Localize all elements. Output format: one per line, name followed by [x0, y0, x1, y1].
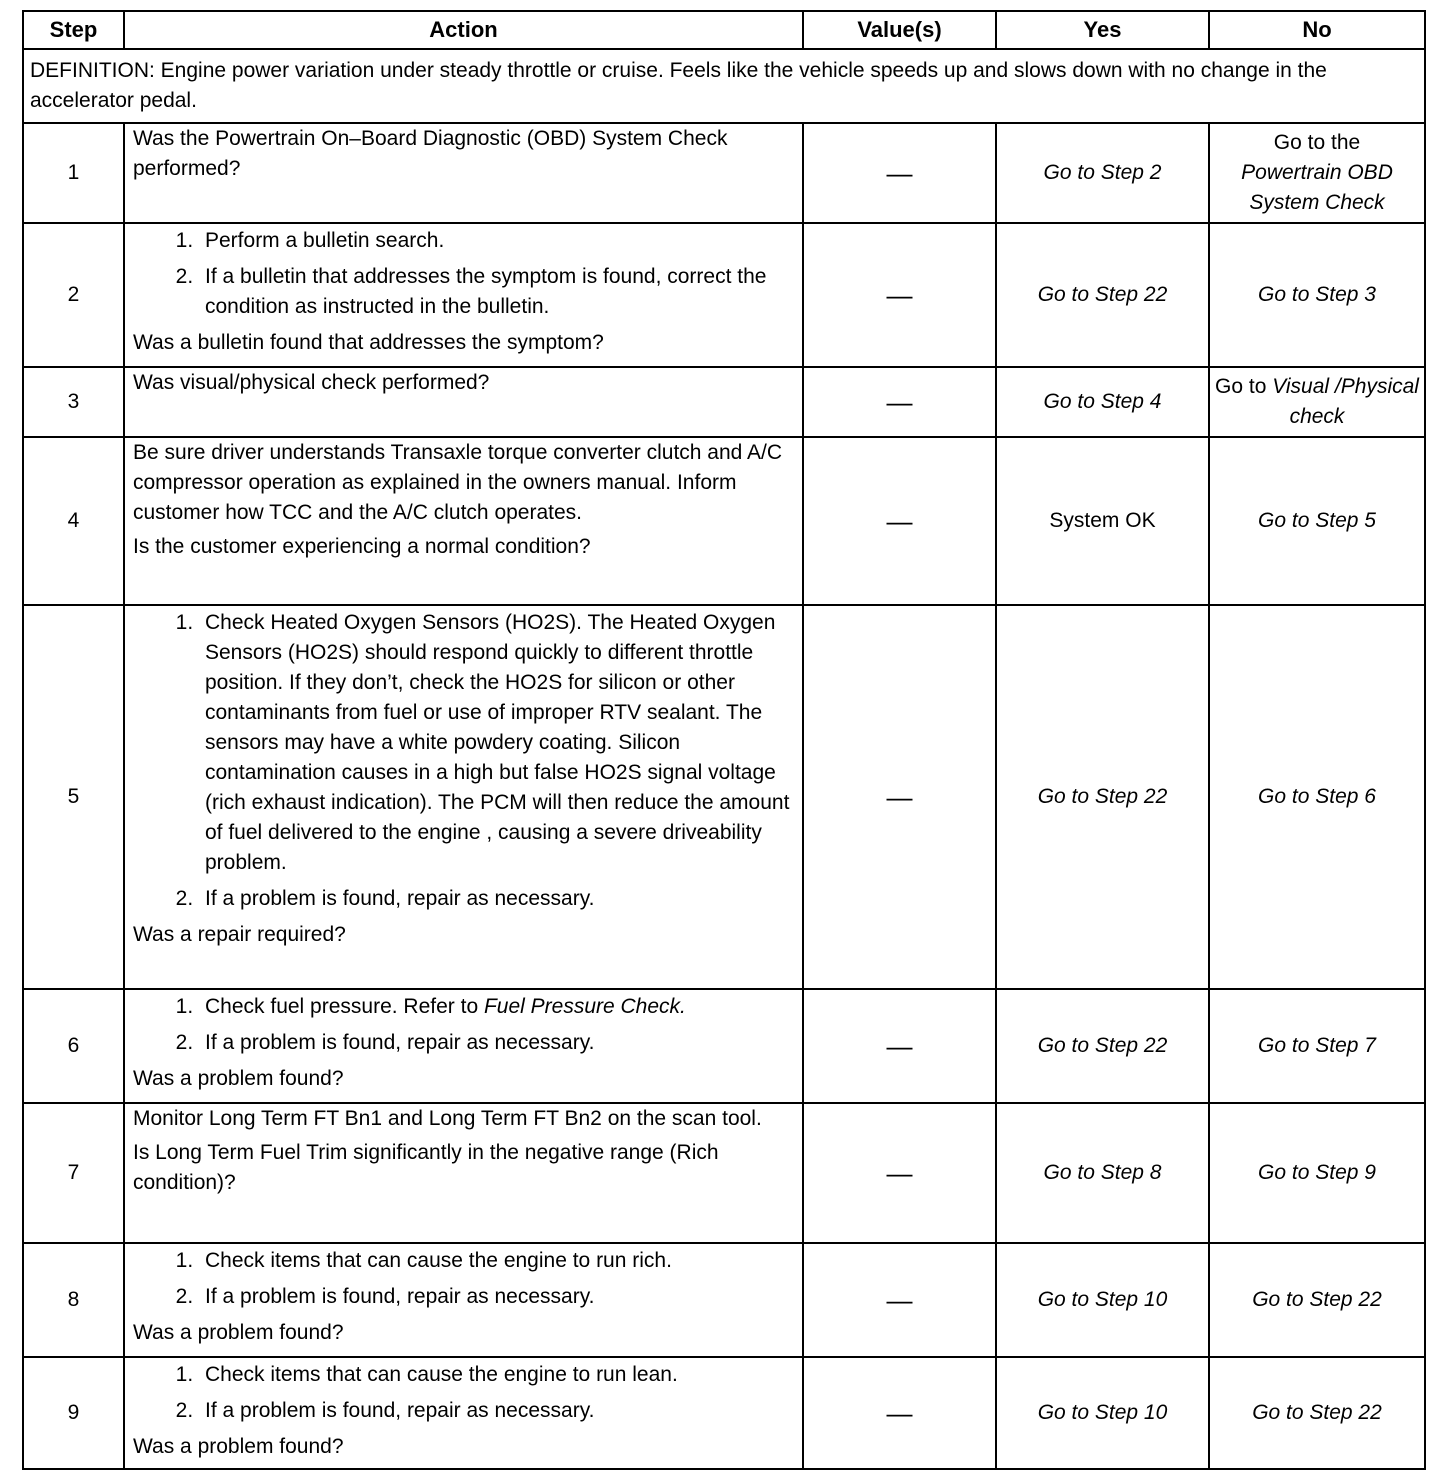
table-row — [23, 367, 1425, 437]
yes-cell: Go to Step 22 — [996, 223, 1209, 367]
yes-cell: Go to Step 2 — [996, 123, 1209, 223]
table-row — [23, 1357, 1425, 1469]
no-cell: Go to Step 7 — [1209, 989, 1425, 1103]
step-number: 7 — [23, 1103, 124, 1243]
table-row — [23, 989, 1425, 1103]
table-row — [23, 1243, 1425, 1357]
action-cell — [124, 123, 803, 223]
action-item: 1. Check items that can cause the engine to run rich. — [199, 1246, 796, 1276]
action-question: Was a problem found? — [133, 1067, 344, 1090]
definition-text: DEFINITION: Engine power variation under steady throttle or cruise. Feels like the vehicle speeds up and slows down with no change in the accelerator pedal. — [23, 49, 1425, 123]
action-item-text: Check fuel pressure. Refer to — [205, 995, 479, 1018]
action-item: 2. If a bulletin that addresses the symptom is found, correct the condition as instructed in the bulletin. — [199, 262, 796, 322]
action-question: Is Long Term Fuel Trim significantly in the negative range (Rich condition)? — [133, 1141, 719, 1194]
action-cell — [124, 1103, 803, 1243]
action-question: Was a repair required? — [133, 923, 346, 946]
no-cell: Go to Step 3 — [1209, 223, 1425, 367]
action-cell — [124, 989, 803, 1103]
action-question: Was visual/physical check performed? — [133, 371, 490, 394]
header-values: Value(s) — [803, 11, 996, 49]
header-step: Step — [23, 11, 124, 49]
header-yes: Yes — [996, 11, 1209, 49]
table-row — [23, 223, 1425, 367]
definition-row — [23, 49, 1425, 123]
value-cell: — — [803, 1103, 996, 1243]
action-question: Was a problem found? — [133, 1435, 344, 1458]
table-row — [23, 437, 1425, 605]
yes-cell: Go to Step 10 — [996, 1357, 1209, 1469]
value-cell: — — [803, 1243, 996, 1357]
header-action: Action — [124, 11, 803, 49]
action-item: 1. Check items that can cause the engine to run lean. — [199, 1360, 796, 1390]
value-cell: — — [803, 437, 996, 605]
action-item: 1. Perform a bulletin search. — [199, 226, 796, 256]
step-number: 5 — [23, 605, 124, 989]
action-cell — [124, 605, 803, 989]
diagnostic-table — [22, 10, 1426, 1470]
action-text: Monitor Long Term FT Bn1 and Long Term FT Bn2 on the scan tool. — [133, 1107, 762, 1130]
value-cell: — — [803, 367, 996, 437]
yes-cell: Go to Step 8 — [996, 1103, 1209, 1243]
value-cell: — — [803, 223, 996, 367]
yes-cell: Go to Step 4 — [996, 367, 1209, 437]
action-question: Was the Powertrain On–Board Diagnostic (OBD) System Check performed? — [133, 127, 728, 180]
action-cell — [124, 1243, 803, 1357]
no-cell — [1209, 367, 1425, 437]
header-row — [23, 11, 1425, 49]
step-number: 9 — [23, 1357, 124, 1469]
yes-cell: System OK — [996, 437, 1209, 605]
action-item: 1. Check Heated Oxygen Sensors (HO2S). The Heated Oxygen Sensors (HO2S) should respond quickly to different throttle position. If they don’t, check the HO2S for silicon or other contaminants from fuel or use of improper RTV sealant. The sensors may have a white powdery coating. Silicon contamination causes in a high but false HO2S signal voltage (rich exhaust indication). The PCM will then reduce the amount of fuel delivered to the engine , causing a severe driveability problem. — [199, 608, 796, 878]
yes-cell: Go to Step 22 — [996, 989, 1209, 1103]
step-number: 2 — [23, 223, 124, 367]
table-row — [23, 123, 1425, 223]
action-item: 2. If a problem is found, repair as necessary. — [199, 1028, 796, 1058]
action-cell — [124, 437, 803, 605]
step-number: 3 — [23, 367, 124, 437]
no-cell: Go to Step 6 — [1209, 605, 1425, 989]
action-item: 2. If a problem is found, repair as necessary. — [199, 1396, 796, 1426]
yes-cell: Go to Step 10 — [996, 1243, 1209, 1357]
header-no: No — [1209, 11, 1425, 49]
action-item: 2. If a problem is found, repair as necessary. — [199, 884, 796, 914]
step-number: 4 — [23, 437, 124, 605]
no-prefix: Go to the — [1273, 131, 1361, 154]
action-cell — [124, 367, 803, 437]
action-item — [199, 992, 796, 1022]
action-text: Be sure driver understands Transaxle torque converter clutch and A/C compressor operation as explained in the owners manual. Inform customer how TCC and the A/C clutch operates. — [133, 441, 783, 524]
action-question: Was a problem found? — [133, 1321, 344, 1344]
table-row — [23, 1103, 1425, 1243]
value-cell: — — [803, 605, 996, 989]
value-cell: — — [803, 989, 996, 1103]
action-question: Was a bulletin found that addresses the symptom? — [133, 331, 604, 354]
no-link[interactable]: Powertrain OBD System Check — [1241, 161, 1393, 214]
action-question: Is the customer experiencing a normal condition? — [133, 535, 591, 558]
step-number: 1 — [23, 123, 124, 223]
action-cell — [124, 1357, 803, 1469]
no-cell: Go to Step 9 — [1209, 1103, 1425, 1243]
no-cell: Go to Step 22 — [1209, 1243, 1425, 1357]
value-cell: — — [803, 1357, 996, 1469]
yes-cell: Go to Step 22 — [996, 605, 1209, 989]
fuel-pressure-link[interactable]: Fuel Pressure Check. — [483, 995, 686, 1018]
action-cell — [124, 223, 803, 367]
table-row — [23, 605, 1425, 989]
action-item: 2. If a problem is found, repair as necessary. — [199, 1282, 796, 1312]
no-link[interactable]: Visual /Physical check — [1272, 375, 1419, 428]
no-cell: Go to Step 22 — [1209, 1357, 1425, 1469]
no-prefix: Go to — [1215, 375, 1267, 398]
no-cell: Go to Step 5 — [1209, 437, 1425, 605]
no-cell — [1209, 123, 1425, 223]
step-number: 8 — [23, 1243, 124, 1357]
step-number: 6 — [23, 989, 124, 1103]
value-cell: — — [803, 123, 996, 223]
